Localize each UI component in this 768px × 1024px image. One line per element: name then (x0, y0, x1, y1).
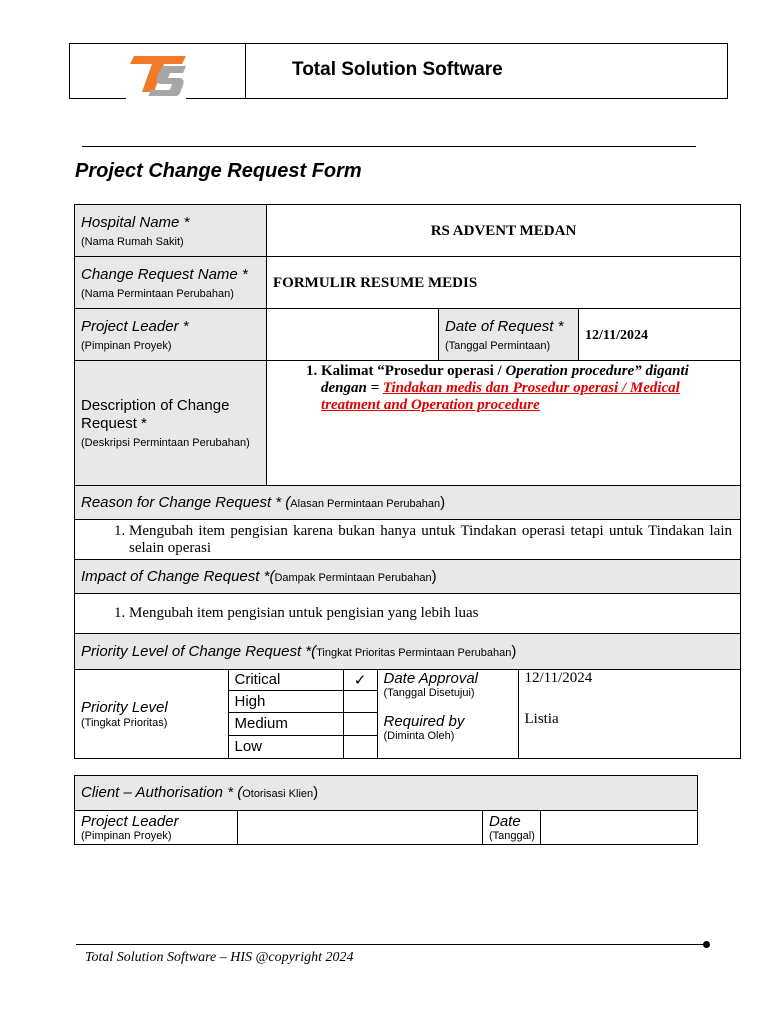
auth-date-label: Date (489, 813, 521, 830)
priority-header-label: Priority Level of Change Request *( (81, 642, 317, 660)
change-request-table (74, 204, 741, 759)
auth-row (75, 811, 698, 845)
logo-gap (126, 96, 186, 102)
priority-header-close: ) (511, 642, 517, 660)
priority-option-low[interactable]: Low (228, 735, 343, 758)
priority-option-medium[interactable]: Medium (228, 712, 343, 735)
reason-label: Reason for Change Request * ( (81, 493, 291, 511)
priority-check-high[interactable] (343, 690, 377, 712)
reason-header-cell (75, 486, 741, 520)
footer-dot-icon (703, 941, 710, 948)
footer-divider (76, 944, 706, 945)
description-list (273, 363, 734, 414)
auth-title: Client – Authorisation * ( (81, 784, 243, 801)
ts-logo-icon (128, 52, 190, 98)
reason-close: ) (440, 493, 446, 511)
approval-value-cell[interactable] (518, 670, 740, 758)
priority-check-critical[interactable]: ✓ (343, 670, 377, 690)
change-name-label-cell (75, 257, 267, 309)
impact-header-row (75, 560, 741, 594)
impact-label: Impact of Change Request *( (81, 567, 275, 585)
company-name: Total Solution Software (292, 59, 503, 80)
change-name-value-cell[interactable] (267, 257, 741, 309)
hospital-row (75, 205, 741, 257)
auth-date-sub: (Tanggal) (489, 830, 535, 842)
description-text-1: Kalimat “Prosedur operasi / (321, 363, 506, 379)
reason-value-cell[interactable] (75, 520, 741, 560)
description-label: Description of Change Request * (81, 397, 230, 432)
reason-header-row (75, 486, 741, 520)
impact-header-cell (75, 560, 741, 594)
priority-check-medium[interactable] (343, 712, 377, 735)
auth-leader-sub: (Pimpinan Proyek) (81, 830, 172, 842)
impact-value-row (75, 594, 741, 634)
impact-close: ) (431, 567, 437, 585)
reason-value-row (75, 520, 741, 560)
change-name-row (75, 257, 741, 309)
client-authorisation-table (74, 775, 698, 845)
priority-grid (75, 670, 740, 758)
description-text-2: Operation procedure” diganti dengan = (321, 363, 689, 396)
auth-title-close: ) (313, 784, 319, 801)
change-name-label: Change Request Name * (81, 265, 248, 283)
logo-cell (70, 44, 246, 98)
form-title: Project Change Request Form (75, 160, 362, 182)
approval-label-cell (377, 670, 518, 758)
auth-header-cell (75, 776, 698, 811)
required-by-sub: (Diminta Oleh) (383, 730, 455, 742)
leader-sub: (Pimpinan Proyek) (81, 339, 172, 352)
hospital-value: RS ADVENT MEDAN (430, 222, 577, 239)
leader-label-cell (75, 309, 267, 361)
impact-item: 1. Mengubah item pengisian untuk pengisian yang lebih luas (129, 605, 734, 622)
leader-value-cell[interactable] (267, 309, 439, 361)
date-request-label: Date of Request * (445, 317, 564, 335)
priority-label: Priority Level (81, 699, 168, 716)
priority-row (75, 670, 741, 759)
required-by-value: Listia (524, 711, 559, 727)
date-request-sub: (Tanggal Permintaan) (445, 339, 551, 352)
description-text-red: Tindakan medis dan Prosedur operasi / Medical treatment and Operation procedure (321, 380, 680, 413)
impact-list (81, 605, 734, 622)
priority-check-low[interactable] (343, 735, 377, 758)
priority-header-sub: Tingkat Prioritas Permintaan Perubahan (316, 646, 512, 659)
required-by-label: Required by (383, 713, 465, 730)
auth-date-label-cell (483, 811, 541, 845)
description-label-cell (75, 361, 267, 486)
description-row (75, 361, 741, 486)
reason-list (81, 523, 732, 557)
document-header (69, 43, 728, 99)
priority-option-high[interactable]: High (228, 690, 343, 712)
priority-label-cell (75, 670, 228, 758)
description-item (321, 363, 734, 414)
reason-item: 1. Mengubah item pengisian karena bukan hanya untuk Tindakan operasi tetapi untuk Tindakan lain selain operasi (129, 523, 732, 557)
priority-header-row (75, 634, 741, 670)
leader-label: Project Leader * (81, 317, 189, 335)
leader-row (75, 309, 741, 361)
priority-cell (75, 670, 741, 759)
description-value-cell[interactable] (267, 361, 741, 486)
date-approval-sub: (Tanggal Disetujui) (383, 687, 475, 699)
priority-header-cell (75, 634, 741, 670)
priority-sub: (Tingkat Prioritas) (81, 717, 168, 729)
auth-date-value-cell[interactable] (541, 811, 698, 845)
date-request-value-cell[interactable] (579, 309, 741, 361)
date-request-label-cell (439, 309, 579, 361)
date-approval-label: Date Approval (383, 670, 478, 687)
impact-sub: Dampak Permintaan Perubahan (274, 571, 432, 584)
change-name-value: FORMULIR RESUME MEDIS (273, 274, 478, 291)
hospital-sub: (Nama Rumah Sakit) (81, 235, 184, 248)
auth-title-sub: Otorisasi Klien (242, 788, 314, 800)
date-request-value: 12/11/2024 (585, 327, 649, 343)
priority-option-critical[interactable]: Critical (228, 670, 343, 690)
date-approval-value: 12/11/2024 (524, 670, 593, 686)
auth-leader-label: Project Leader (81, 813, 179, 830)
change-name-sub: (Nama Permintaan Perubahan) (81, 287, 234, 300)
top-divider (82, 146, 696, 147)
auth-header-row (75, 776, 698, 811)
auth-leader-value-cell[interactable] (238, 811, 483, 845)
reason-sub: Alasan Permintaan Perubahan (290, 497, 441, 510)
hospital-value-cell[interactable] (267, 205, 741, 257)
impact-value-cell[interactable] (75, 594, 741, 634)
hospital-label: Hospital Name * (81, 213, 190, 231)
description-sub: (Deskripsi Permintaan Perubahan) (81, 437, 250, 449)
auth-leader-label-cell (75, 811, 238, 845)
hospital-label-cell (75, 205, 267, 257)
footer-text: Total Solution Software – HIS @copyright 2024 (85, 950, 354, 965)
